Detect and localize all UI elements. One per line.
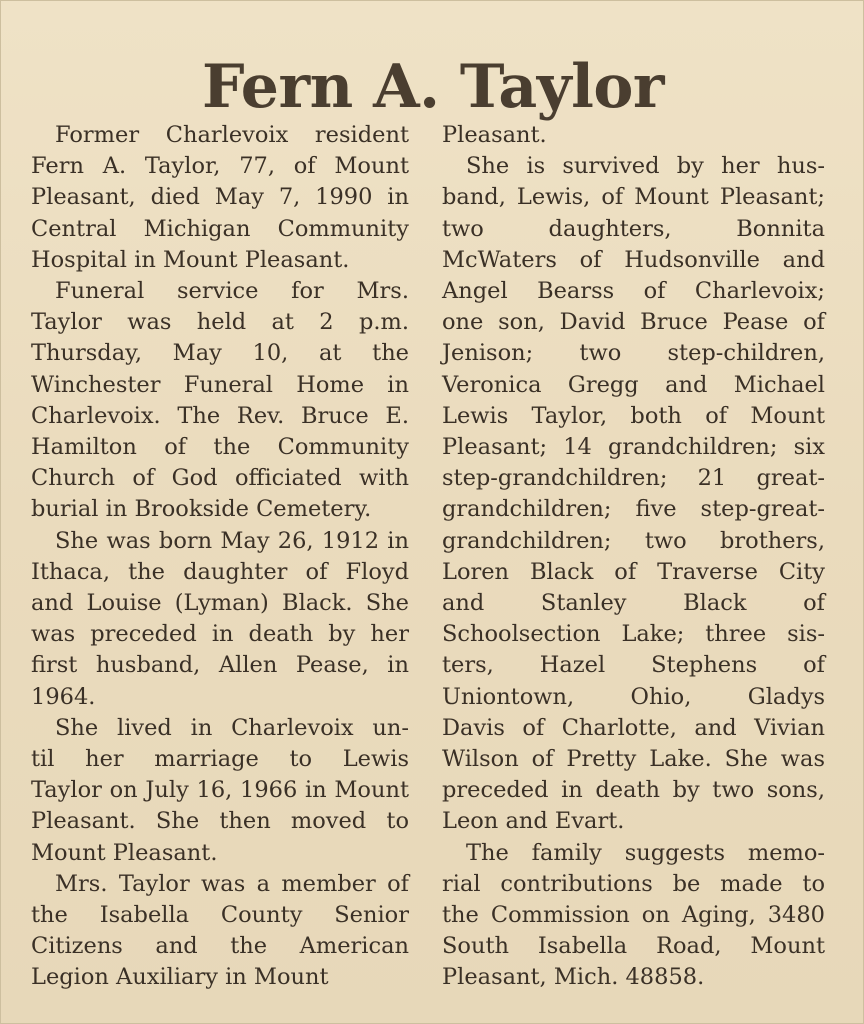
- text-line: preceded in death by two sons,: [442, 777, 825, 804]
- text-line: grandchildren; two brothers,: [442, 527, 825, 554]
- text-line: Schoolsection Lake; three sis-: [442, 621, 825, 648]
- text-line: She was born May 26, 1912 in: [55, 527, 409, 554]
- text-line: til her marriage to Lewis: [31, 746, 409, 773]
- obituary-paragraph: [31, 869, 409, 994]
- text-line: the Isabella County Senior: [31, 902, 409, 929]
- text-line: Winchester Funeral Home in: [31, 371, 409, 398]
- text-line: Veronica Gregg and Michael: [442, 371, 825, 398]
- obituary-paragraph: [442, 120, 825, 151]
- text-line: Uniontown, Ohio, Gladys: [442, 683, 825, 710]
- text-line: and Stanley Black of: [442, 590, 825, 617]
- text-line: South Isabella Road, Mount: [442, 933, 825, 960]
- text-line: Lewis Taylor, both of Mount: [442, 402, 825, 429]
- text-line: Church of God officiated with: [31, 465, 409, 492]
- text-line: Ithaca, the daughter of Floyd: [31, 558, 409, 585]
- text-line: one son, David Bruce Pease of: [442, 309, 825, 336]
- text-line: Loren Black of Traverse City: [442, 558, 825, 585]
- text-line: She lived in Charlevoix un-: [55, 714, 409, 741]
- text-line: Mrs. Taylor was a member of: [55, 870, 409, 897]
- text-line: Central Michigan Community: [31, 215, 409, 242]
- text-line: burial in Brookside Cemetery.: [31, 496, 372, 523]
- text-line: band, Lewis, of Mount Pleasant;: [442, 184, 825, 211]
- text-line: Former Charlevoix resident: [55, 122, 409, 148]
- text-line: Legion Auxiliary in Mount: [31, 964, 329, 991]
- text-line: Jenison; two step-children,: [442, 340, 825, 367]
- text-line: Leon and Evart.: [442, 808, 625, 835]
- text-line: The family suggests memo-: [466, 839, 825, 866]
- right-text-column: [442, 120, 825, 994]
- text-line: rial contributions be made to: [442, 870, 825, 897]
- text-line: Taylor on July 16, 1966 in Mount: [31, 777, 409, 804]
- text-line: step-grandchildren; 21 great-: [442, 465, 825, 492]
- text-line: Hamilton of the Community: [31, 434, 409, 461]
- text-line: Funeral service for Mrs.: [55, 278, 409, 305]
- obituary-paragraph: [442, 838, 825, 994]
- text-line: and Louise (Lyman) Black. She: [31, 590, 409, 617]
- text-line: Hospital in Mount Pleasant.: [31, 246, 350, 273]
- text-line: Wilson of Pretty Lake. She was: [442, 746, 825, 773]
- text-line: ters, Hazel Stephens of: [442, 652, 825, 679]
- text-line: Mount Pleasant.: [31, 839, 218, 866]
- text-line: the Commission on Aging, 3480: [442, 902, 825, 929]
- text-line: Fern A. Taylor, 77, of Mount: [31, 153, 409, 180]
- text-line: two daughters, Bonnita: [442, 215, 825, 242]
- left-text-column: [31, 120, 409, 994]
- text-line: was preceded in death by her: [31, 621, 409, 648]
- obituary-paragraph: [442, 151, 825, 837]
- text-line: first husband, Allen Pease, in: [31, 652, 409, 679]
- text-line: She is survived by her hus-: [466, 153, 825, 180]
- obituary-paragraph: [31, 276, 409, 526]
- text-line: 1964.: [31, 683, 96, 710]
- obituary-paragraph: [31, 526, 409, 713]
- text-line: McWaters of Hudsonville and: [442, 246, 825, 273]
- obituary-paragraph: [31, 713, 409, 869]
- text-line: grandchildren; five step-great-: [442, 496, 825, 523]
- text-line: Davis of Charlotte, and Vivian: [442, 714, 825, 741]
- text-line: Citizens and the American: [31, 933, 409, 960]
- text-line: Angel Bearss of Charlevoix;: [442, 278, 825, 305]
- obituary-headline: Fern A. Taylor: [201, 52, 664, 122]
- text-line: Charlevoix. The Rev. Bruce E.: [31, 402, 409, 429]
- text-line: Pleasant.: [442, 122, 547, 148]
- obituary-paragraph: [31, 120, 409, 276]
- text-line: Taylor was held at 2 p.m.: [31, 309, 409, 336]
- text-line: Pleasant; 14 grandchildren; six: [442, 434, 825, 461]
- text-line: Thursday, May 10, at the: [31, 340, 409, 367]
- text-line: Pleasant, Mich. 48858.: [442, 964, 705, 991]
- text-line: Pleasant. She then moved to: [31, 808, 409, 835]
- text-line: Pleasant, died May 7, 1990 in: [31, 184, 409, 211]
